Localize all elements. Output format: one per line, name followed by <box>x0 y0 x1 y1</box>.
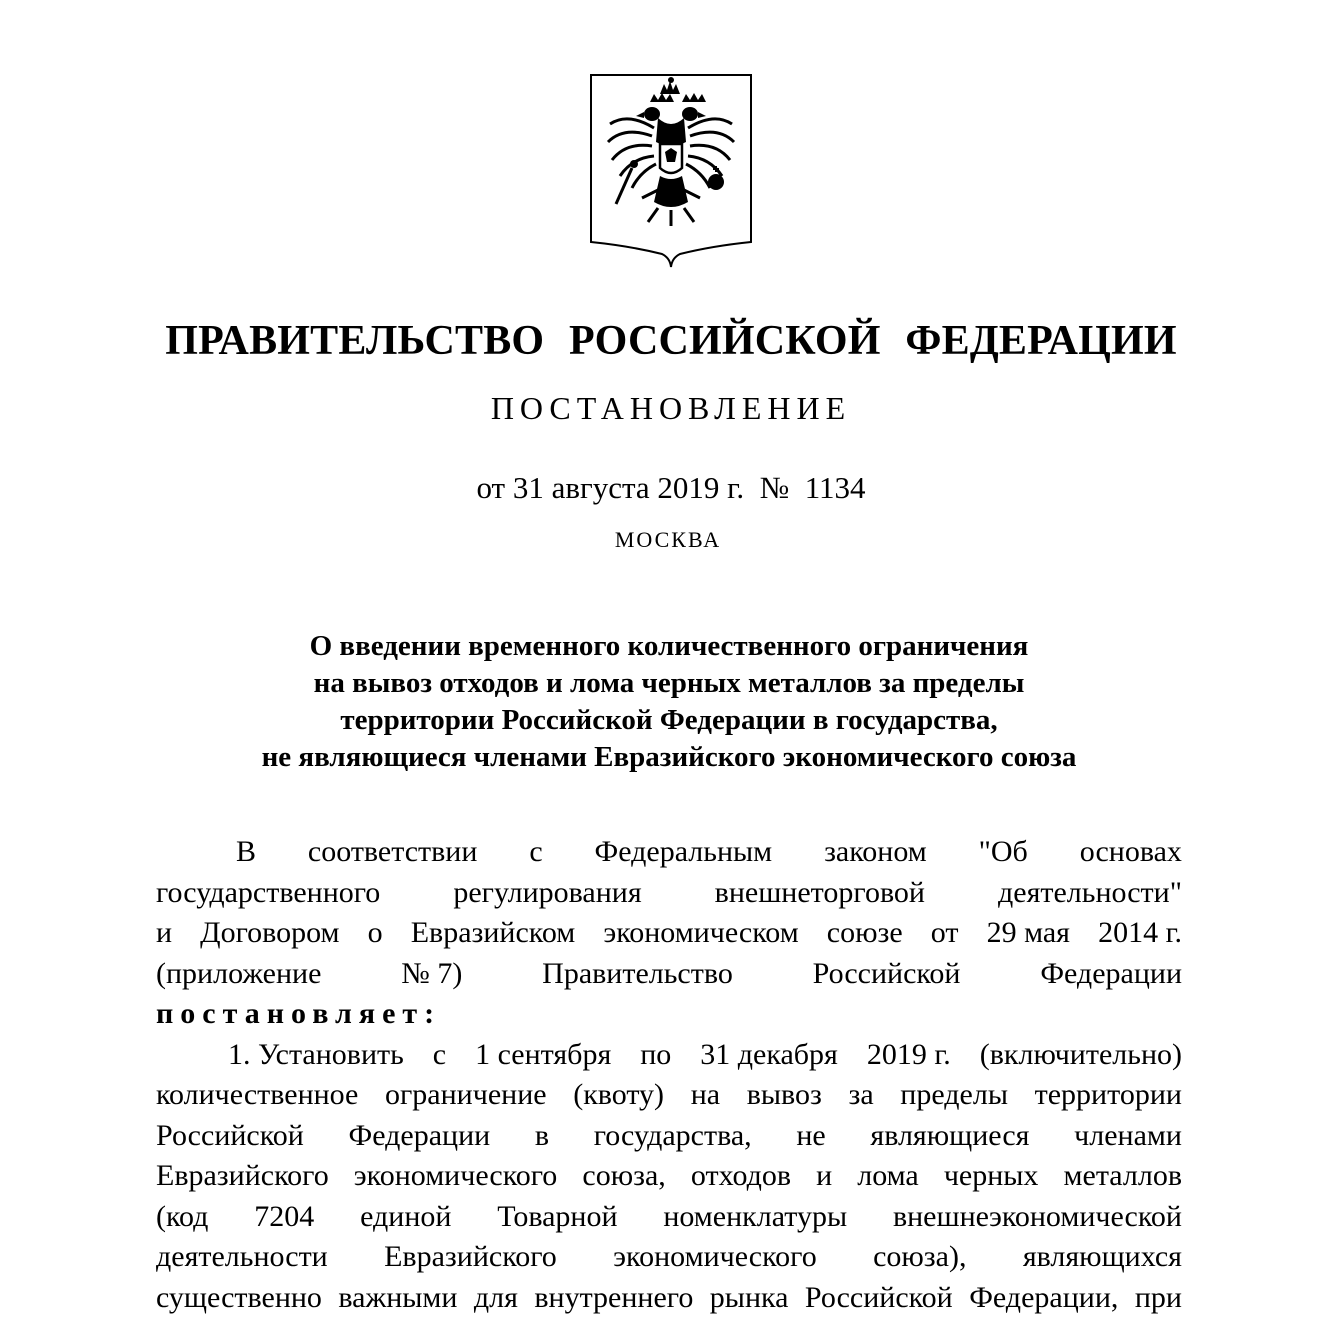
word: важными <box>338 1280 458 1314</box>
body-line <box>156 832 1182 873</box>
word: Федерации, <box>969 1280 1119 1314</box>
word: черных <box>943 1159 1039 1192</box>
word: при <box>1134 1280 1182 1314</box>
word: Федерации <box>348 1118 491 1152</box>
word: Российской <box>812 956 961 990</box>
word: Российской <box>156 1118 304 1152</box>
word: не <box>796 1118 826 1152</box>
word: государственного <box>156 875 381 909</box>
number-sign: № <box>759 470 790 505</box>
word: Федеральным <box>594 835 773 868</box>
body-line <box>156 1197 1182 1238</box>
word: Евразийского <box>156 1159 329 1192</box>
word: Правительство <box>542 956 733 990</box>
word: по <box>640 1037 672 1071</box>
word: 29 мая <box>986 916 1070 949</box>
word: внешнеэкономической <box>892 1199 1182 1233</box>
body-line <box>156 1075 1182 1116</box>
word: экономического <box>353 1159 558 1192</box>
word: с <box>432 1037 447 1071</box>
word: деятельности" <box>997 875 1182 909</box>
word: государства, <box>593 1118 752 1152</box>
body-line <box>156 1035 1182 1076</box>
word: соответствии <box>307 835 478 868</box>
word: номенклатуры <box>663 1199 848 1233</box>
word: существенно <box>156 1280 322 1314</box>
word: союза), <box>873 1240 967 1273</box>
subject-line: на вывоз отходов и лома черных металлов за пределы <box>313 667 1025 699</box>
document-number: 1134 <box>804 470 866 505</box>
word: (включительно) <box>979 1037 1182 1071</box>
word: регулирования <box>453 875 642 909</box>
word: количественное <box>156 1078 359 1111</box>
word: являющиеся <box>870 1118 1030 1152</box>
word: единой <box>360 1199 452 1233</box>
word: от <box>930 916 959 949</box>
coat-of-arms-emblem <box>588 72 754 268</box>
document-date: от 31 августа 2019 г. <box>476 470 745 505</box>
word: членами <box>1074 1118 1182 1152</box>
word: Договором <box>200 916 340 949</box>
word: в <box>534 1118 550 1152</box>
body-line <box>156 1278 1182 1319</box>
word: ограничение <box>385 1078 547 1111</box>
word: с <box>529 835 543 868</box>
word: Евразийском <box>410 916 576 949</box>
word: территории <box>1034 1078 1182 1111</box>
word: о <box>367 916 383 949</box>
word: 1 сентября <box>475 1037 612 1071</box>
word: для <box>473 1280 518 1314</box>
word: 2014 г. <box>1098 916 1182 949</box>
word: экономическом <box>603 916 799 949</box>
word: 1. Установить <box>228 1037 404 1071</box>
word: 7204 <box>254 1199 315 1233</box>
body-line <box>156 1156 1182 1197</box>
subject-line: не являющиеся членами Евразийского экономического союза <box>261 741 1077 773</box>
subject-line: территории Российской Федерации в государства, <box>340 704 998 736</box>
word: (приложение <box>156 956 322 990</box>
word: вывоз <box>746 1078 822 1111</box>
date-number-line <box>0 468 1328 508</box>
word: 31 декабря <box>700 1037 838 1071</box>
word: отходов <box>690 1159 792 1192</box>
word: Товарной <box>497 1199 618 1233</box>
word: пределы <box>900 1078 1008 1111</box>
subject-line: О введении временного количественного ограничения <box>309 630 1029 662</box>
decree-word: постановляет: <box>156 997 442 1030</box>
word: Федерации <box>1040 956 1182 990</box>
word: внешнеторговой <box>714 875 925 909</box>
organization-title: ПРАВИТЕЛЬСТВО РОССИЙСКОЙ ФЕДЕРАЦИИ <box>165 318 1177 364</box>
word: 2019 г. <box>866 1037 951 1071</box>
word: основах <box>1079 835 1182 868</box>
word: Евразийского <box>384 1240 557 1273</box>
document-type: ПОСТАНОВЛЕНИЕ <box>490 390 852 426</box>
word: и <box>156 916 173 949</box>
emblem-icon <box>588 72 754 268</box>
word: внутреннего <box>534 1280 694 1314</box>
body-line <box>156 1116 1182 1157</box>
body-line <box>156 873 1182 914</box>
body-line <box>156 913 1182 954</box>
word: союза, <box>582 1159 666 1192</box>
word: экономического <box>613 1240 817 1273</box>
body-line <box>156 954 1182 995</box>
word: В <box>236 835 257 868</box>
word: "Об <box>978 835 1028 868</box>
word: союзе <box>826 916 903 949</box>
word: рынка <box>709 1280 789 1314</box>
word: металлов <box>1063 1159 1182 1192</box>
body-line <box>156 1237 1182 1278</box>
word: за <box>848 1078 874 1111</box>
word: законом <box>824 835 927 868</box>
word: № 7) <box>401 956 463 990</box>
word: (код <box>156 1199 209 1233</box>
word: и <box>816 1159 833 1192</box>
city: МОСКВА <box>614 527 722 552</box>
word: (квоту) <box>573 1078 665 1111</box>
word: на <box>690 1078 721 1111</box>
word: Российской <box>804 1280 953 1314</box>
document-body <box>156 832 1182 1318</box>
document-subject <box>100 628 1238 776</box>
word: деятельности <box>156 1240 328 1273</box>
word: являющихся <box>1022 1240 1182 1273</box>
word: лома <box>857 1159 919 1192</box>
